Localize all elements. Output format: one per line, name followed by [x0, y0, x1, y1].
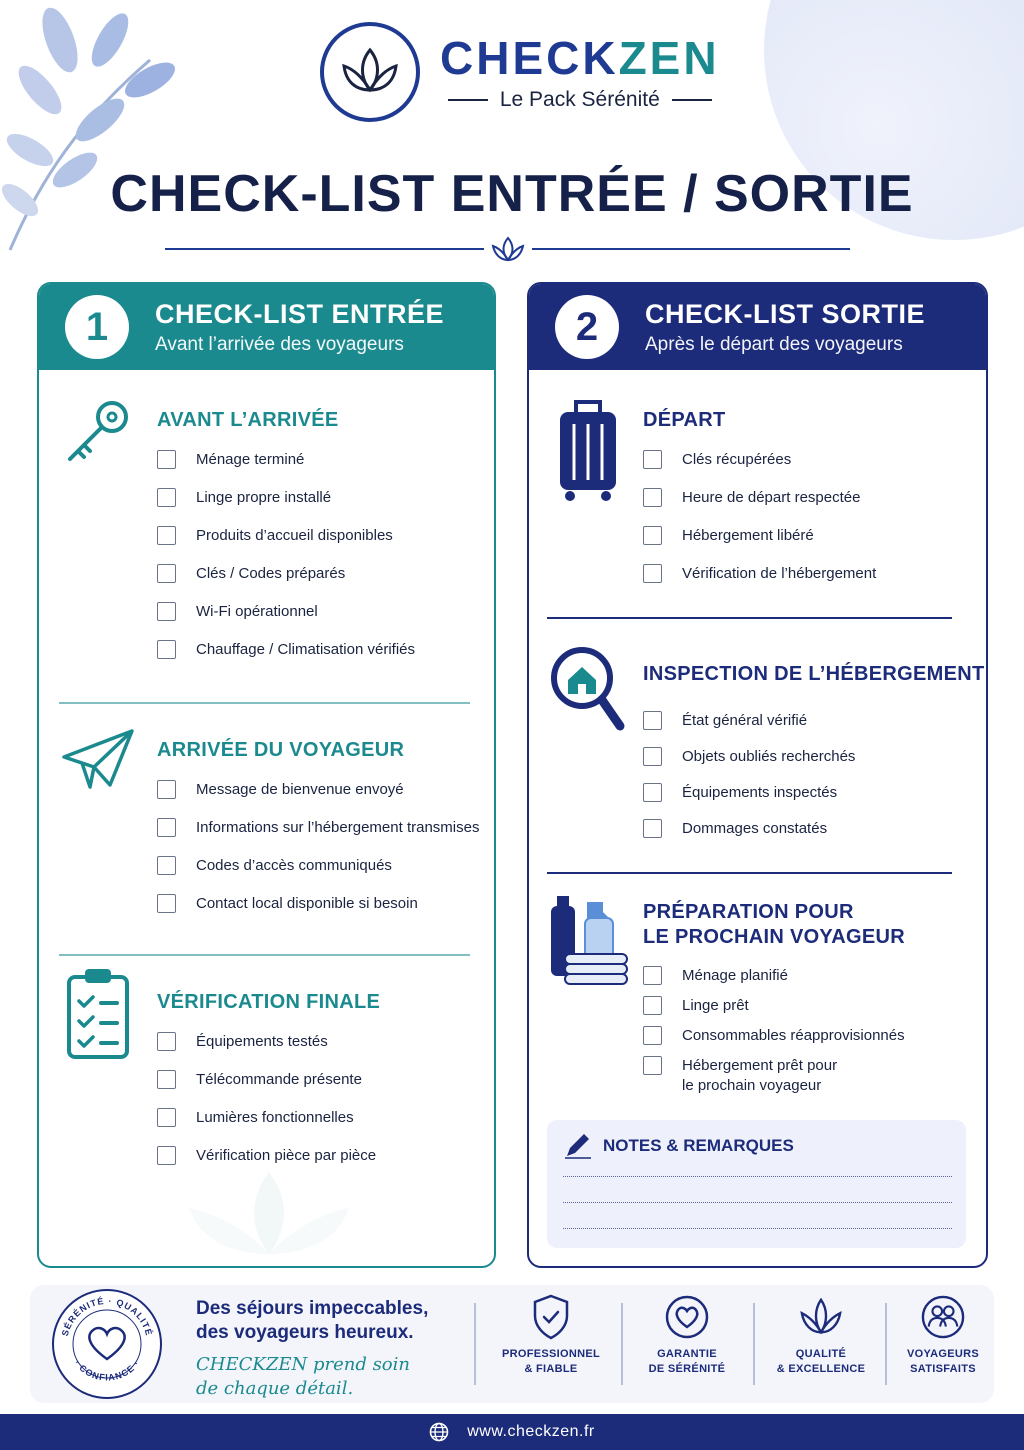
checkbox[interactable]: [157, 450, 176, 469]
clipboard-checklist-icon: [59, 974, 137, 1052]
page-title: CHECK-LIST ENTRÉE / SORTIE: [110, 165, 914, 223]
brand-subtitle: Le Pack Sérénité: [440, 88, 720, 112]
checkbox[interactable]: [643, 1026, 662, 1045]
svg-text:SÉRÉNITÉ · QUALITÉ: SÉRÉNITÉ · QUALITÉ: [59, 1295, 155, 1338]
lotus-watermark-icon: [179, 1168, 359, 1258]
tagline-line: Des séjours impeccables,: [196, 1298, 429, 1319]
section-title: VÉRIFICATION FINALE: [157, 991, 381, 1013]
footer-divider: [474, 1303, 476, 1385]
number-badge: 1: [65, 295, 129, 359]
checklist-item[interactable]: Informations sur l’hébergement transmises: [157, 818, 486, 856]
checklist-item[interactable]: Linge propre installé: [157, 488, 486, 526]
notes-line: [563, 1176, 952, 1177]
checklist-item[interactable]: Hébergement libéré: [643, 526, 978, 564]
checkbox[interactable]: [157, 818, 176, 837]
tagline-line: des voyageurs heureux.: [196, 1322, 414, 1343]
checkbox[interactable]: [643, 747, 662, 766]
checkbox[interactable]: [157, 1070, 176, 1089]
suitcase-icon: [549, 398, 627, 502]
section-divider: [547, 872, 952, 874]
brand-header: [320, 22, 720, 122]
section-divider: [59, 954, 470, 956]
panel-subtitle: Avant l’arrivée des voyageurs: [155, 333, 404, 355]
pencil-icon: [563, 1130, 593, 1160]
checklist-item[interactable]: État général vérifié: [643, 711, 978, 747]
checklist-item[interactable]: Équipements testés: [157, 1032, 486, 1070]
section-title: INSPECTION DE L’HÉBERGEMENT: [643, 663, 985, 685]
checklist-item[interactable]: Contact local disponible si besoin: [157, 894, 486, 932]
checkbox[interactable]: [157, 564, 176, 583]
panel-header: [39, 284, 494, 370]
title-divider: [165, 234, 850, 264]
panel-title: CHECK-LIST ENTRÉE: [155, 298, 445, 329]
website-link[interactable]: www.checkzen.fr: [467, 1423, 595, 1440]
footer-card: [30, 1285, 994, 1403]
checkbox[interactable]: [643, 783, 662, 802]
panel-header: [529, 284, 986, 370]
checkbox[interactable]: [643, 996, 662, 1015]
checkbox[interactable]: [643, 711, 662, 730]
checkbox[interactable]: [643, 1056, 662, 1075]
number-badge: 2: [555, 295, 619, 359]
notes-line: [563, 1202, 952, 1203]
panel-title: CHECK-LIST SORTIE: [645, 298, 926, 329]
tagline-script: CHECKZEN prend soin: [196, 1354, 410, 1375]
footer-divider: [753, 1303, 755, 1385]
notes-title: NOTES & REMARQUES: [603, 1136, 794, 1155]
checklist-item[interactable]: Chauffage / Climatisation vérifiés: [157, 640, 486, 678]
checklist-item[interactable]: Clés / Codes préparés: [157, 564, 486, 602]
checklist-sortie-panel: [527, 282, 988, 1268]
checkbox[interactable]: [157, 856, 176, 875]
section-title: DÉPART: [643, 409, 726, 431]
checklist-item[interactable]: Objets oubliés recherchés: [643, 747, 978, 783]
checklist-entree-panel: [37, 282, 496, 1268]
key-icon: [59, 392, 137, 470]
section-divider: [547, 617, 952, 619]
checklist-item[interactable]: Linge prêt: [643, 996, 978, 1026]
tagline-script: de chaque détail.: [196, 1378, 354, 1399]
checkbox[interactable]: [643, 488, 662, 507]
checkbox[interactable]: [643, 966, 662, 985]
checklist-item[interactable]: Dommages constatés: [643, 819, 978, 855]
checkbox[interactable]: [643, 819, 662, 838]
shield-check-icon: [529, 1295, 573, 1339]
checklist-item[interactable]: Vérification de l’hébergement: [643, 564, 978, 602]
checklist-item[interactable]: Wi-Fi opérationnel: [157, 602, 486, 640]
badge-professionnel: PROFESSIONNEL & FIABLE: [491, 1295, 611, 1377]
checklist-item[interactable]: Message de bienvenue envoyé: [157, 780, 486, 818]
section-title: AVANT L’ARRIVÉE: [157, 409, 339, 431]
panel-subtitle: Après le départ des voyageurs: [645, 333, 903, 355]
notes-area[interactable]: [547, 1120, 966, 1248]
svg-text:· CONFIANCE ·: · CONFIANCE ·: [72, 1358, 142, 1383]
notes-line: [563, 1228, 952, 1229]
section-title: PRÉPARATION POUR LE PROCHAIN VOYAGEUR: [643, 901, 905, 948]
checkbox[interactable]: [157, 894, 176, 913]
badge-garantie: GARANTIE DE SÉRÉNITÉ: [627, 1295, 747, 1377]
checkbox[interactable]: [157, 526, 176, 545]
globe-icon: [429, 1422, 449, 1442]
website-bar: [0, 1414, 1024, 1450]
brand-name: CHECKZEN: [440, 32, 720, 84]
quality-seal-icon: [50, 1287, 164, 1401]
section-divider: [59, 702, 470, 704]
badge-voyageurs: VOYAGEURS SATISFAITS: [883, 1295, 1003, 1377]
heart-circle-icon: [665, 1295, 709, 1339]
checkbox[interactable]: [157, 1108, 176, 1127]
footer-divider: [621, 1303, 623, 1385]
checklist-item[interactable]: Équipements inspectés: [643, 783, 978, 819]
checkbox[interactable]: [157, 1146, 176, 1165]
paper-plane-icon: [59, 720, 137, 798]
checklist-item[interactable]: Télécommande présente: [157, 1070, 486, 1108]
checklist-item[interactable]: Consommables réapprovisionnés: [643, 1026, 978, 1056]
checklist-item[interactable]: Clés récupérées: [643, 450, 978, 488]
checklist-item[interactable]: Lumières fonctionnelles: [157, 1108, 486, 1146]
checklist-item[interactable]: Ménage planifié: [643, 966, 978, 996]
checklist-item[interactable]: Ménage terminé: [157, 450, 486, 488]
lotus-logo-icon: [320, 22, 420, 122]
cleaning-products-icon: [547, 892, 631, 988]
checkbox[interactable]: [157, 1032, 176, 1051]
checklist-item[interactable]: Heure de départ respectée: [643, 488, 978, 526]
checkbox[interactable]: [157, 488, 176, 507]
checklist-item[interactable]: Produits d’accueil disponibles: [157, 526, 486, 564]
checkbox[interactable]: [643, 564, 662, 583]
checklist-item[interactable]: Codes d’accès communiqués: [157, 856, 486, 894]
lotus-icon: [484, 236, 532, 262]
users-icon: [921, 1295, 965, 1339]
badge-qualite: QUALITÉ & EXCELLENCE: [761, 1295, 881, 1377]
checkbox[interactable]: [643, 526, 662, 545]
checkbox[interactable]: [643, 450, 662, 469]
magnifier-house-icon: [547, 642, 629, 734]
checkbox[interactable]: [157, 640, 176, 659]
lotus-icon: [799, 1295, 843, 1339]
section-title: ARRIVÉE DU VOYAGEUR: [157, 739, 405, 761]
checkbox[interactable]: [157, 780, 176, 799]
checklist-item[interactable]: Vérification pièce par pièce: [157, 1146, 486, 1184]
checkbox[interactable]: [157, 602, 176, 621]
checklist-item[interactable]: Hébergement prêt pour le prochain voyageur: [643, 1056, 978, 1100]
tagline: [196, 1297, 428, 1401]
